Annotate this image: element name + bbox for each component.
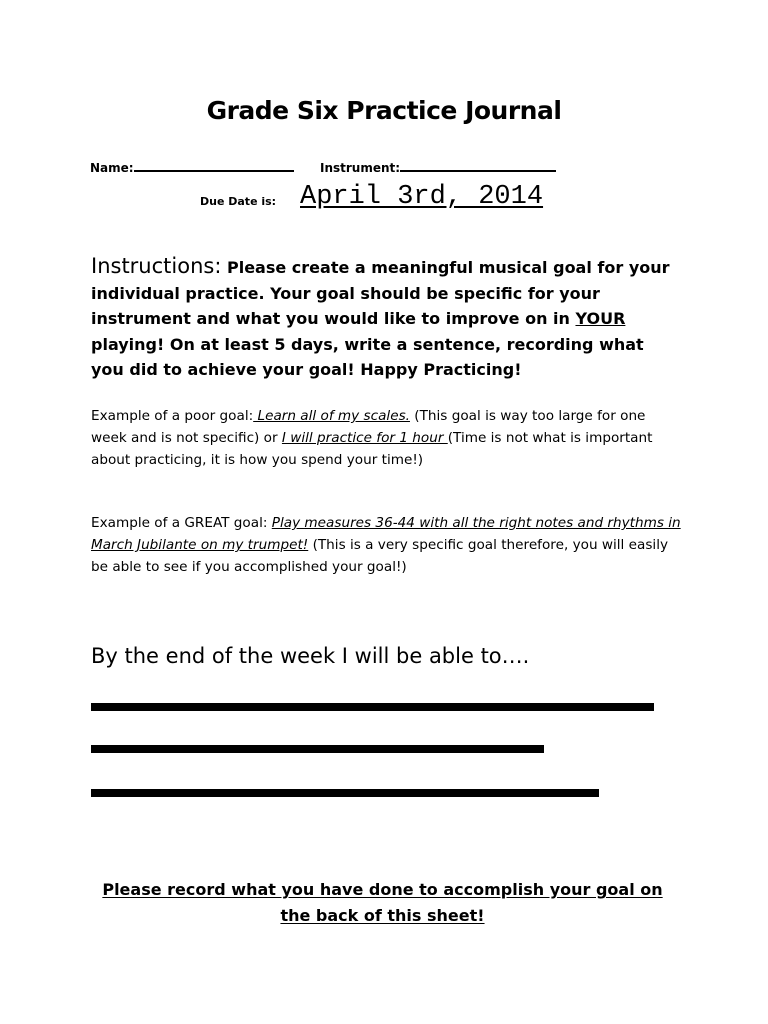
due-date-value: April 3rd, 2014 <box>300 182 544 212</box>
name-field <box>90 158 294 175</box>
instrument-field <box>320 158 556 175</box>
instructions-text-2: playing! On at least 5 days, write a sentence, recording what you did to achieve your goal! Happy Practicing! <box>91 334 644 379</box>
instructions-emphasis: YOUR <box>575 309 626 328</box>
writing-line-1[interactable] <box>91 703 654 711</box>
instructions-paragraph <box>91 254 681 383</box>
poor-goal-intro: Example of a poor goal: <box>91 408 254 424</box>
instrument-blank[interactable] <box>400 158 556 172</box>
poor-goal-end: (Time is not what is important about practicing, it is how you spend your time!) <box>91 430 653 468</box>
end-of-week-prompt: By the end of the week I will be able to…. <box>91 644 530 668</box>
due-date-label: Due Date is: <box>200 195 277 208</box>
footer-note: Please record what you have done to accomplish your goal on the back of this sheet! <box>102 880 663 925</box>
great-goal: Play measures 36-44 with all the right notes and rhythms in March Jubilante on my trumpet! <box>91 515 681 553</box>
name-label: Name: <box>90 161 134 175</box>
name-blank[interactable] <box>134 158 294 172</box>
instructions-lead: Instructions: <box>91 254 222 278</box>
great-goal-end: (This is a very specific goal therefore, you will easily be able to see if you accomplished your goal!) <box>91 537 669 575</box>
writing-line-3[interactable] <box>91 789 599 797</box>
instrument-label: Instrument: <box>320 161 401 175</box>
poor-goal-mid: (This goal is way too large for one week and is not specific) or <box>91 408 646 446</box>
instructions-text-1: Please create a meaningful musical goal for your individual practice. Your goal should be specific for your instrument and what you would like to improve on in <box>91 258 670 328</box>
page-title: Grade Six Practice Journal <box>206 96 562 125</box>
great-goal-example <box>91 512 681 578</box>
writing-line-2[interactable] <box>91 745 544 753</box>
poor-goal-1: Learn all of my scales. <box>253 408 410 424</box>
poor-goal-example <box>91 405 681 471</box>
poor-goal-2: I will practice for 1 hour <box>281 430 448 446</box>
great-goal-intro: Example of a GREAT goal: <box>91 515 272 531</box>
